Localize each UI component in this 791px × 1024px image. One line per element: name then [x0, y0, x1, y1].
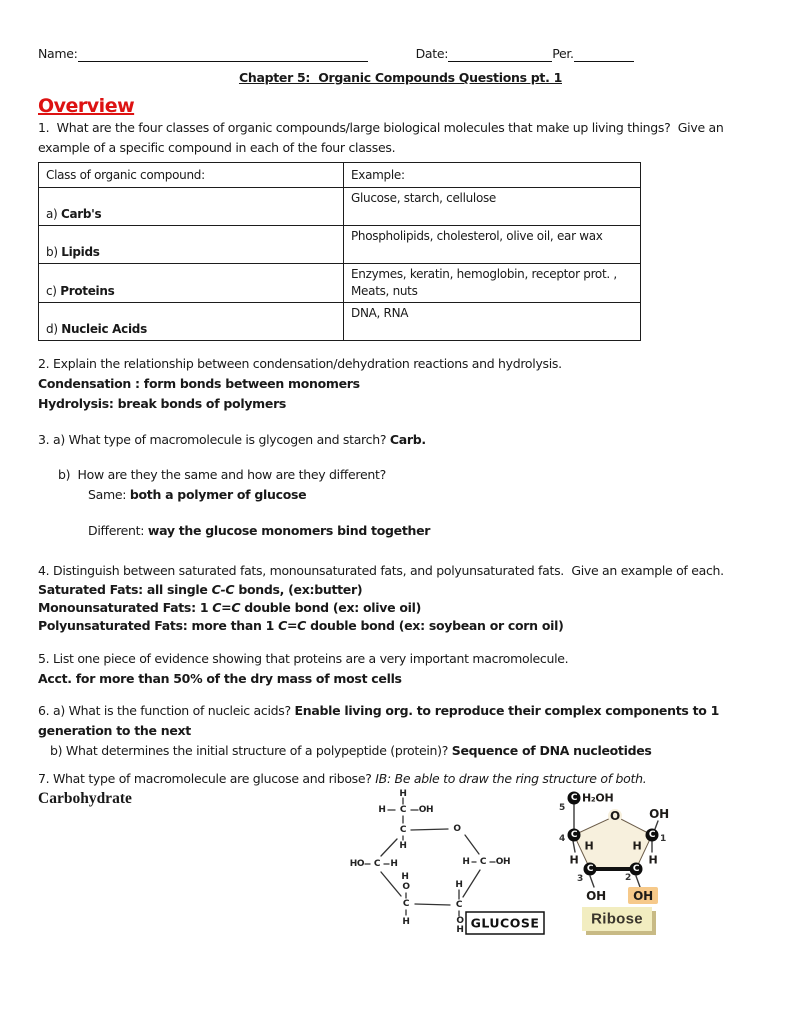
- class-cell-nucleic-acids: [39, 303, 344, 341]
- text-segment: example of a specific compound in each of the four classes.: [38, 140, 396, 155]
- atom-label: H: [399, 841, 407, 851]
- name-date-header: [38, 44, 763, 62]
- question-2-answer-hydrolysis: [38, 394, 763, 414]
- atom-label: HO: [349, 859, 365, 869]
- bond-line: [381, 872, 401, 896]
- text-segment: b) How are they the same and how are they different?: [58, 467, 386, 482]
- text-segment: Different:: [88, 523, 148, 538]
- text-segment: way the glucose monomers bind together: [147, 523, 431, 538]
- bond-line: [463, 870, 480, 897]
- atom-label: OH: [649, 807, 669, 821]
- text-segment: Saturated Fats: all single: [38, 582, 212, 597]
- date-label: Date:: [415, 46, 449, 61]
- text-segment: generation to the next: [38, 723, 191, 738]
- organic-compounds-table: [38, 162, 641, 341]
- table-row-nucleic-acids: [39, 303, 641, 341]
- atom-label: C: [373, 859, 381, 869]
- ribose-structure-diagram: [552, 783, 712, 945]
- question-4-answer-monounsaturated: [38, 599, 763, 617]
- bond-line: [573, 841, 575, 852]
- text-segment: Polyunsaturated Fats: more than 1: [38, 618, 279, 633]
- atom-label: C: [479, 857, 487, 867]
- text-segment: IB: Be able to draw the ring structure of both.: [375, 771, 647, 786]
- atom-label: OH: [418, 805, 434, 815]
- question-2-answer-condensation: [38, 374, 763, 394]
- text-segment: 1. What are the four classes of organic compounds/large biological molecules that make up living things? Give an: [38, 120, 724, 135]
- text-segment: 5. List one piece of evidence showing that proteins are a very important macromolecule.: [38, 651, 569, 666]
- atom-label: OH: [633, 889, 653, 903]
- atom-label: H: [399, 789, 407, 799]
- question-4-text: [38, 561, 763, 581]
- atom-label: C: [455, 900, 463, 910]
- text-segment: C=C: [212, 600, 241, 615]
- text-segment: Nucleic Acids: [61, 322, 147, 336]
- question-4-answer-saturated: [38, 581, 763, 599]
- question-1-line-1: [38, 118, 763, 138]
- question-6a-text: [38, 701, 763, 721]
- question-5-answer: [38, 669, 763, 689]
- text-segment: both a polymer of glucose: [129, 487, 307, 502]
- carbon-letter: C: [648, 830, 656, 840]
- table-row-proteins: [39, 264, 641, 303]
- text-segment: Enable living org. to reproduce their complex components to 1: [294, 703, 719, 718]
- text-segment: Carbohydrate: [38, 790, 132, 807]
- date-blank-line: [448, 47, 552, 62]
- question-6b-text: [50, 741, 763, 761]
- diagram-area: [38, 789, 763, 961]
- text-segment: Condensation : form bonds between monomers: [38, 376, 360, 391]
- per-label: Per.: [552, 46, 574, 61]
- carbon-number-label: 3: [577, 874, 583, 884]
- ribose-label: Ribose: [591, 910, 643, 928]
- glucose-structure-diagram: [330, 783, 560, 951]
- text-segment: C=C: [278, 618, 307, 633]
- atom-label: H: [401, 872, 409, 882]
- carbon-number-label: 2: [625, 873, 631, 883]
- name-label: Name:: [38, 46, 78, 61]
- example-cell-proteins: Enzymes, keratin, hemoglobin, receptor prot. , Meats, nuts: [344, 264, 641, 303]
- name-blank-line: [78, 47, 368, 62]
- worksheet-title: Chapter 5: Organic Compounds Questions pt. 1: [238, 70, 562, 85]
- atom-label: H: [584, 839, 594, 853]
- text-segment: Monounsaturated Fats: 1: [38, 600, 213, 615]
- carbon-number-label: 1: [660, 834, 666, 844]
- atom-label: H: [390, 859, 398, 869]
- atom-label: O: [453, 824, 461, 834]
- atom-label: OH: [586, 889, 606, 903]
- atom-label: H: [632, 839, 642, 853]
- atom-label: C: [399, 825, 407, 835]
- text-segment: Carb's: [60, 207, 102, 221]
- bond-line: [415, 904, 450, 905]
- carbon-letter: C: [632, 864, 640, 874]
- question-3b-same-answer: [88, 485, 763, 505]
- text-segment: 3. a) What type of macromolecule is glycogen and starch?: [38, 432, 390, 447]
- text-segment: b) What determines the initial structure of a polypeptide (protein)?: [50, 743, 452, 758]
- question-2-text: [38, 354, 763, 374]
- atom-label: OH: [495, 857, 511, 867]
- carbon-number-label: 5: [559, 803, 565, 813]
- text-segment: bonds, (ex:butter): [234, 582, 363, 597]
- text-segment: 7. What type of macromolecule are glucose and ribose?: [38, 771, 376, 786]
- carbon-letter: C: [570, 830, 578, 840]
- overview-heading: Overview: [38, 95, 135, 117]
- atom-label: H: [455, 880, 463, 890]
- question-5-text: [38, 649, 763, 669]
- carbon-letter: C: [586, 864, 594, 874]
- text-segment: Sequence of DNA nucleotides: [451, 743, 652, 758]
- table-header-example: Example:: [344, 163, 641, 188]
- text-segment: 6. a) What is the function of nucleic acids?: [38, 703, 295, 718]
- text-segment: double bond (ex: soybean or corn oil): [306, 618, 564, 633]
- class-cell-proteins: [39, 264, 344, 303]
- text-segment: C-C: [211, 582, 235, 597]
- atom-label: H: [648, 853, 658, 867]
- question-7-answer: [38, 789, 132, 809]
- class-cell-carbs: [39, 188, 344, 226]
- carbon-number-label: 4: [559, 834, 565, 844]
- bond-line: [411, 829, 448, 830]
- question-6a-answer-continued: [38, 721, 763, 741]
- table-row-lipids: [39, 226, 641, 264]
- text-segment: b): [46, 245, 62, 259]
- atom-label: O: [402, 882, 410, 892]
- atom-label: C: [399, 805, 407, 815]
- example-cell-carbs: Glucose, starch, cellulose: [344, 188, 641, 226]
- question-1-line-2: [38, 138, 763, 158]
- carbon-letter: C: [570, 793, 578, 803]
- text-segment: 2. Explain the relationship between condensation/dehydration reactions and hydrolysis.: [38, 356, 562, 371]
- question-3b-text: [58, 465, 763, 485]
- example-cell-lipids: Phospholipids, cholesterol, olive oil, ear wax: [344, 226, 641, 264]
- text-segment: double bond (ex: olive oil): [240, 600, 421, 615]
- atom-label: H: [462, 857, 470, 867]
- text-segment: Acct. for more than 50% of the dry mass of most cells: [38, 671, 402, 686]
- example-cell-nucleic-acids: DNA, RNA: [344, 303, 641, 341]
- atom-label: H: [402, 917, 410, 927]
- text-segment: d): [46, 322, 62, 336]
- class-cell-lipids: [39, 226, 344, 264]
- table-header-class: Class of organic compound:: [39, 163, 344, 188]
- text-segment: Same:: [88, 487, 130, 502]
- table-header-row: [39, 163, 641, 188]
- bond-line: [465, 835, 479, 854]
- bond-line: [636, 876, 640, 887]
- text-segment: a): [46, 207, 61, 221]
- bond-line: [655, 821, 658, 829]
- atom-label: H₂OH: [582, 791, 614, 805]
- question-3b-different-answer: [88, 521, 763, 541]
- question-4-answer-polyunsaturated: [38, 617, 763, 635]
- atom-label: H: [378, 805, 386, 815]
- table-row-carbs: [39, 188, 641, 226]
- atom-label: H: [456, 925, 464, 935]
- text-segment: Hydrolysis: break bonds of polymers: [38, 396, 287, 411]
- bond-line: [590, 876, 594, 887]
- text-segment: Proteins: [60, 284, 115, 298]
- atom-label: H: [569, 853, 579, 867]
- atom-label: O: [610, 809, 620, 823]
- bond-line: [381, 839, 397, 856]
- text-segment: Lipids: [61, 245, 100, 259]
- text-segment: 4. Distinguish between saturated fats, monounsaturated fats, and polyunsaturated fats. Give an example of each.: [38, 563, 724, 578]
- text-segment: c): [46, 284, 61, 298]
- glucose-label: GLUCOSE: [470, 915, 540, 931]
- atom-label: C: [402, 899, 410, 909]
- per-blank-line: [574, 47, 634, 62]
- atom-label: O: [456, 916, 464, 926]
- text-segment: Carb.: [389, 432, 426, 447]
- question-3a-text: [38, 430, 763, 450]
